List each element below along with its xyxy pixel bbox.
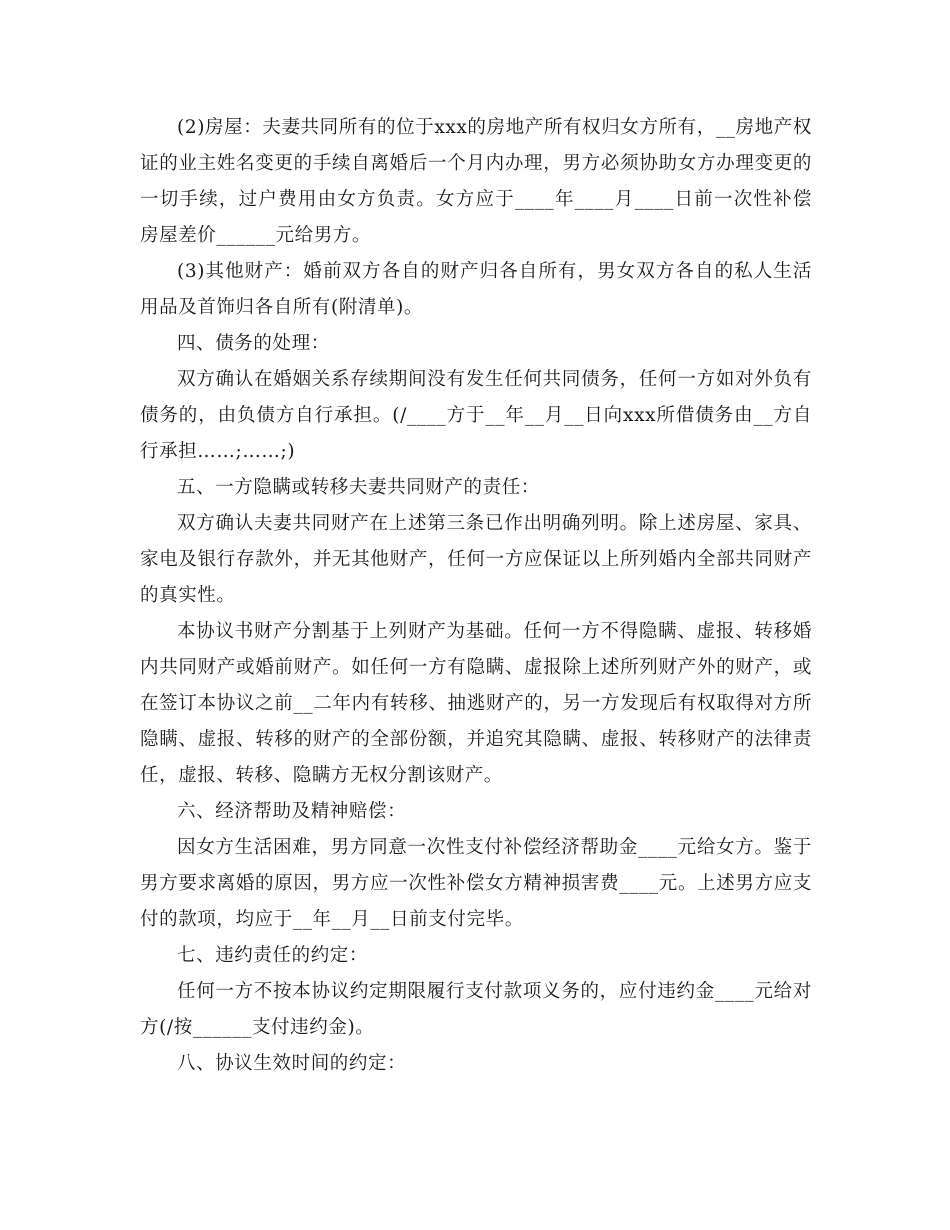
paragraph-breach: 任何一方不按本协议约定期限履行支付款项义务的，应付违约金____元给对方(/按______支付违约金)。 (140, 981, 812, 1038)
paragraph-compensation: 因女方生活困难，男方同意一次性支付补偿经济帮助金____元给女方。鉴于男方要求离婚的原因，男方应一次性补偿女方精神损害费____元。上述男方应支付的款项，均应于__年__月__日前支付完毕。 (140, 837, 812, 930)
section-heading-concealment: 五、一方隐瞒或转移夫妻共同财产的责任： (177, 477, 540, 498)
document-body (140, 110, 812, 1082)
paragraph-concealment-liability: 本协议书财产分割基于上列财产为基础。任何一方不得隐瞒、虚报、转移婚内共同财产或婚前财产。如任何一方有隐瞒、虚报除上述所列财产外的财产，或在签订本协议之前__二年内有转移、抽逃财产的，另一方发现后有权取得对方所隐瞒、虚报、转移的财产的全部份额，并追究其隐瞒、虚报、转移财产的法律责任，虚报、转移、隐瞒方无权分割该财产。 (140, 621, 812, 786)
section-heading-debt: 四、债务的处理： (177, 333, 330, 354)
section-heading-compensation: 六、经济帮助及精神赔偿： (177, 801, 407, 822)
section-heading-effective-time: 八、协议生效时间的约定： (177, 1053, 407, 1074)
paragraph-housing: (2)房屋：夫妻共同所有的位于xxx的房地产所有权归女方所有，__房地产权证的业主姓名变更的手续自离婚后一个月内办理，男方必须协助女方办理变更的一切手续，过户费用由女方负责。女方应于____年____月____日前一次性补偿房屋差价______元给男方。 (140, 117, 812, 246)
section-heading-breach: 七、违约责任的约定： (177, 945, 369, 966)
paragraph-concealment-confirmation: 双方确认夫妻共同财产在上述第三条已作出明确列明。除上述房屋、家具、家电及银行存款外，并无其他财产，任何一方应保证以上所列婚内全部共同财产的真实性。 (140, 513, 812, 606)
paragraph-debt: 双方确认在婚姻关系存续期间没有发生任何共同债务，任何一方如对外负有债务的，由负债方自行承担。(/____方于__年__月__日向xxx所借债务由__方自行承担……;……;) (140, 369, 812, 462)
paragraph-other-property: (3)其他财产：婚前双方各自的财产归各自所有，男女双方各自的私人生活用品及首饰归各自所有(附清单)。 (140, 261, 812, 318)
